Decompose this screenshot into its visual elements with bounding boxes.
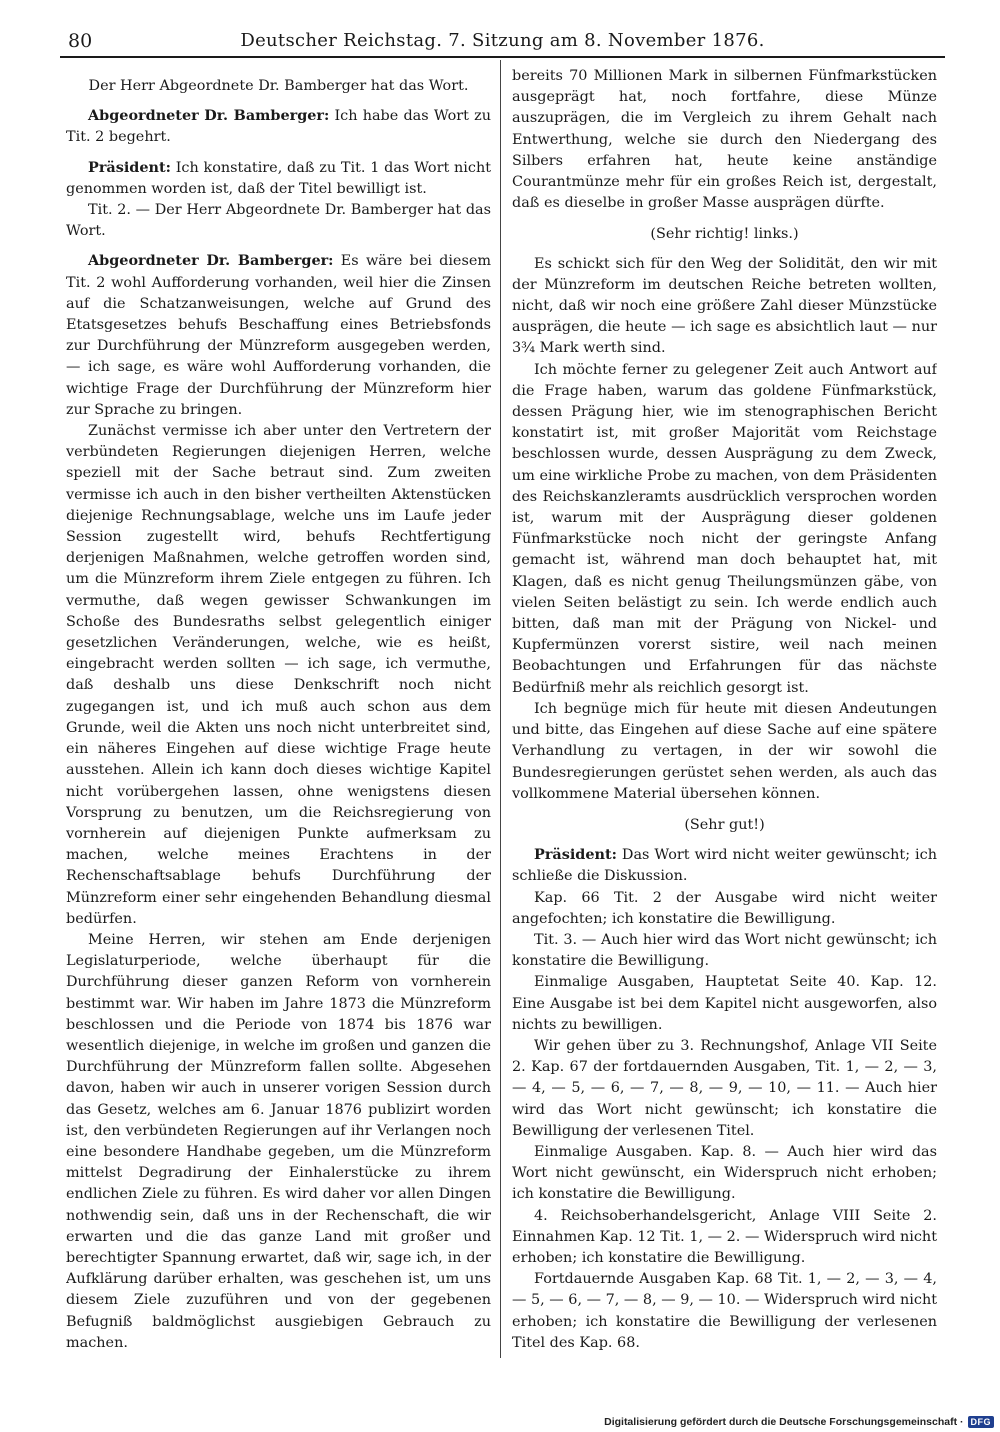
paragraph xyxy=(512,1354,937,1356)
paragraph-text: Ich begnüge mich für heute mit diesen Andeutungen und bitte, das Eingehen auf diese Sache auf eine spätere Verhandlung zu vertagen, in der wir sowohl die Bundesregierungen gerüstet sehen werden, als auch das vollkommene Material übersehen können. xyxy=(512,700,937,802)
paragraph xyxy=(512,699,937,805)
speaker-label: Präsident: xyxy=(534,846,617,864)
paragraph-text: Es wäre bei diesem Tit. 2 wohl Aufforderung vorhanden, weil hier die Zinsen auf die Schatzanweisungen, welche auf Grund des Etatsgesetzes behufs Beschaffung eines Betriebsfonds zur Durchführung der Münzreform ausgegeben werden, — ich sage, es wäre wohl Aufforderung vorhanden, die wichtige Frage der Durchführung der Münzreform hier zur Sprache zu bringen. xyxy=(66,253,491,418)
paragraph-text: Der Herr Abgeordnete Dr. Bamberger hat das Wort. xyxy=(88,78,469,94)
paragraph xyxy=(66,105,491,148)
paragraph xyxy=(512,1036,937,1142)
paragraph-text: Einmalige Ausgaben. Kap. 8. — Auch hier wird das Wort nicht gewünscht, ein Widerspruch nicht erhoben; ich konstatire die Bewilligung. xyxy=(512,1143,937,1203)
paragraph-text: Tit. 3. — Auch hier wird das Wort nicht gewünscht; ich konstatire die Bewilligung. xyxy=(512,931,937,970)
page-number: 80 xyxy=(68,30,93,52)
paragraph xyxy=(512,360,937,699)
paragraph-text: (Sehr richtig! links.) xyxy=(650,226,799,243)
digitization-credit xyxy=(600,1414,994,1430)
paragraph xyxy=(512,815,937,836)
paragraph-text: Fortdauernde Ausgaben Kap. 68 Tit. 1, — 2, — 3, — 4, — 5, — 6, — 7, — 8, — 9, — 10. — Widerspruch wird nicht erhoben; ich konstatire die Bewilligung der verlesenen Titel des Kap. 68. xyxy=(512,1271,937,1351)
paragraph-text: Ich habe das Wort zu Tit. 2 begehrt. xyxy=(66,108,491,146)
paragraph-text: Tit. 2. — Der Herr Abgeordnete Dr. Bamberger hat das Wort. xyxy=(66,202,491,240)
paragraph-text: (Sehr gut!) xyxy=(684,816,765,833)
paragraph xyxy=(512,930,937,972)
left-column xyxy=(66,66,491,1356)
paragraph-text: Es schickt sich für den Weg der Solidität, den wir mit der Münzreform im deutschen Reiche betreten wollten, nicht, daß wir noch eine größere Zahl dieser Münzstücke ausprägen, die heute — ich sage es absichtlich laut — nur 3¾ Mark werth sind. xyxy=(512,255,937,357)
paragraph-text: Ich möchte ferner zu gelegener Zeit auch Antwort auf die Frage haben, warum das goldene Fünfmarkstück, dessen Prägung hier, wie im stenographischen Bericht konstatirt ist, mit großer Majorität vom Reichstage beschlossen wurde, dessen Ausprägung zu dem Zweck, um eine wirkliche Probe zu machen, von dem Präsidenten des Reichskanzleramts ausdrücklich versprochen worden ist, warum mit der Ausprägung dieser goldenen Fünfmarkstücke noch nicht der geringste Anfang gemacht ist, während man doch behauptet hat, mit Klagen, daß es nicht genug Theilungsmünzen gäbe, von vielen Seiten belästigt zu sein. Ich werde endlich auch bitten, daß man mit der Prägung von Nickel- und Kupfermünzen vorerst sistire, weil nach meinen Beobachtungen und Erfahrungen für das nächste Bedürfniß mehr als reichlich gesorgt ist. xyxy=(512,361,937,696)
paragraph xyxy=(66,76,491,97)
dfg-logo: DFG xyxy=(968,1416,995,1428)
paragraph xyxy=(66,200,491,242)
speaker-label: Abgeordneter Dr. Bamberger: xyxy=(88,107,330,125)
right-column xyxy=(512,66,937,1356)
paragraph-text: Zunächst vermisse ich aber unter den Vertretern der verbündeten Regierungen diejenigen Herren, welche speziell mit der Sache betraut sind. Zum zweiten vermisse ich auch in den bisher vertheilten Aktenstücken diejenige Rechnungsablage, welche uns im Laufe jeder Session zugestellt wird, behufs Rechtfertigung derjenigen Maßnahmen, welche getroffen worden sind, um die Münzreform ihrem Ziele entgegen zu führen. Ich vermuthe, daß wegen gewisser Schwankungen im Schoße des Bundesraths selbst gelegentlich einiger gesetzlichen Veränderungen, welche, wie es heißt, eingebracht werden sollten — ich sage, ich vermuthe, daß deshalb uns diese Denkschrift noch nicht zugegangen ist, und ich muß auch schon aus dem Grunde, weil die Akten uns noch nicht unterbreitet sind, ein näheres Eingehen auf diese wichtige Frage heute ausstehen. Allein ich kann doch dieses wichtige Kapitel nicht vorübergehen lassen, ohne wenigstens diesen Vorsprung zu benutzen, um die Reichsregierung von vornherein auf diejenigen Punkte aufmerksam zu machen, welche meines Erachtens in der Rechenschaftsablage behufs Durchführung der Münzreform einer sehr eingehenden Behandlung diesmal bedürfen. xyxy=(66,423,491,927)
paragraph xyxy=(66,421,491,930)
paragraph xyxy=(512,254,937,360)
paragraph xyxy=(66,250,491,421)
paragraph xyxy=(512,972,937,1036)
paragraph xyxy=(512,66,937,214)
paragraph-text: Einmalige Ausgaben, Hauptetat Seite 40. Kap. 12. Eine Ausgabe ist bei dem Kapitel nicht ausgeworfen, also nichts zu bewilligen. xyxy=(512,974,937,1033)
paragraph xyxy=(512,888,937,930)
credit-text: Digitalisierung gefördert durch die Deutsche Forschungsgemeinschaft · xyxy=(604,1416,964,1428)
paragraph xyxy=(512,1269,937,1354)
paragraph xyxy=(66,1354,491,1356)
speaker-label: Präsident: xyxy=(88,158,171,176)
paragraph-text: Kap. 66 Tit. 2 der Ausgabe wird nicht weiter angefochten; ich konstatire die Bewilligung. xyxy=(512,889,937,927)
paragraph xyxy=(512,1206,937,1270)
running-title: Deutscher Reichstag. 7. Sitzung am 8. November 1876. xyxy=(240,30,765,51)
column-divider xyxy=(500,60,501,1358)
paragraph-text: Ich konstatire, daß zu Tit. 1 das Wort nicht genommen worden ist, daß der Titel bewilligt ist. xyxy=(66,159,491,197)
paragraph xyxy=(512,224,937,245)
paragraph xyxy=(66,157,491,200)
paragraph-text: Meine Herren, wir stehen am Ende derjenigen Legislaturperiode, welche überhaupt für die Durchführung dieser ganzen Reform von vornherein bestimmt war. Wir haben im Jahre 1873 die Münzreform beschlossen und die Periode von 1874 bis 1876 war wesentlich diejenige, in welche im großen und ganzen die Durchführung der Münzreform fallen sollte. Abgesehen davon, haben wir auch in unserer vorigen Session durch das Gesetz, welches am 6. Januar 1876 publizirt worden ist, den verbündeten Regierungen auf ihr Verlangen noch eine besondere Handhabe gegeben, um die Münzreform mittelst Degradirung der Einhalerstücke zu ihrem endlichen Ziele zu führen. Es wird daher vor allen Dingen nothwendig sein, daß uns in der Rechenschaft, die wir erwarten und die das ganze Land mit großer und berechtigter Spannung erwartet, daß wir, sage ich, in der Aufklärung darüber erhalten, was geschehen ist, um uns diesem Ziele zuzuführen und von der gegebenen Befugniß baldmöglichst ausgiebigen Gebrauch zu machen. xyxy=(66,931,491,1351)
paragraph-text: 4. Reichsoberhandelsgericht, Anlage VIII Seite 2. Einnahmen Kap. 12 Tit. 1, — 2. — Widerspruch wird nicht erhoben; ich konstatire die Bewilligung. xyxy=(512,1207,937,1266)
paragraph-text: Wir gehen über zu 3. Rechnungshof, Anlage VII Seite 2. Kap. 67 der fortdauernden Ausgaben, Tit. 1, — 2, — 3, — 4, — 5, — 6, — 7, — 8, — 9, — 10, — 11. — Auch hier wird das Wort nicht gewünscht; ich konstatire die Bewilligung der verlesenen Titel. xyxy=(512,1037,937,1139)
paragraph xyxy=(66,930,491,1354)
page-header xyxy=(60,28,945,58)
paragraph-text: bereits 70 Millionen Mark in silbernen Fünfmarkstücken ausgeprägt hat, noch fortfahre, diese Münze auszuprägen, die im Vergleich zu ihrem Gehalt nach Entwerthung, welche sie durch den Niedergang des Silbers erfahren hat, heute keine anständige Courantmünze mehr für ein großes Reich ist, dergestalt, daß es dieselbe in großer Masse ausprägen dürfte. xyxy=(512,68,937,212)
speaker-label: Abgeordneter Dr. Bamberger: xyxy=(88,252,334,270)
paragraph xyxy=(512,844,937,887)
paragraph-text: Das Wort wird nicht weiter gewünscht; ich schließe die Diskussion. xyxy=(512,847,937,885)
paragraph xyxy=(512,1142,937,1206)
